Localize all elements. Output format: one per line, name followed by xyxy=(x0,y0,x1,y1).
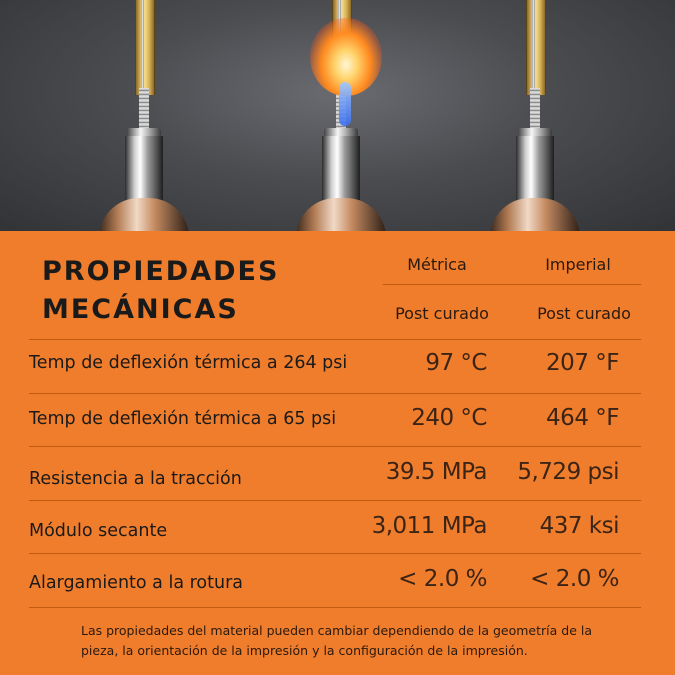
specimen-right xyxy=(496,0,576,231)
column-header-metric: Métrica xyxy=(407,255,467,274)
row-value-metric: 240 °C xyxy=(411,405,487,431)
row-label: Temp de deflexión térmica a 264 psi xyxy=(29,353,348,373)
row-value-metric: 3,011 MPa xyxy=(371,513,487,539)
row-value-metric: 97 °C xyxy=(425,350,487,376)
column-subheader-imperial: Post curado xyxy=(537,304,631,323)
row-value-imperial: 5,729 psi xyxy=(517,459,619,485)
row-value-imperial: 464 °F xyxy=(546,405,619,431)
column-subheader-metric: Post curado xyxy=(395,304,489,323)
specimen-photo xyxy=(0,0,675,231)
divider xyxy=(29,607,641,608)
column-header-imperial: Imperial xyxy=(545,255,611,274)
divider xyxy=(29,339,641,340)
torch-blue-flame xyxy=(339,82,351,126)
footnote: Las propiedades del material pueden cambiar dependiendo de la geometría de la pieza, la orientación de la impresión y la configuración de la impresión. xyxy=(81,623,593,658)
divider xyxy=(29,500,641,501)
divider xyxy=(383,284,641,285)
row-value-imperial: 437 ksi xyxy=(539,513,619,539)
row-label: Alargamiento a la rotura xyxy=(29,573,243,593)
divider xyxy=(29,393,641,394)
divider xyxy=(29,553,641,554)
row-label: Resistencia a la tracción xyxy=(29,469,242,489)
divider xyxy=(29,446,641,447)
page-title: PROPIEDADES MECÁNICAS xyxy=(42,256,280,325)
specimen-left xyxy=(105,0,185,231)
row-value-imperial: 207 °F xyxy=(546,350,619,376)
row-label: Temp de deflexión térmica a 65 psi xyxy=(29,409,337,429)
row-value-metric: 39.5 MPa xyxy=(385,459,487,485)
row-label: Módulo secante xyxy=(29,521,168,541)
row-value-metric: < 2.0 % xyxy=(398,566,487,592)
properties-panel xyxy=(0,231,675,675)
row-value-imperial: < 2.0 % xyxy=(530,566,619,592)
